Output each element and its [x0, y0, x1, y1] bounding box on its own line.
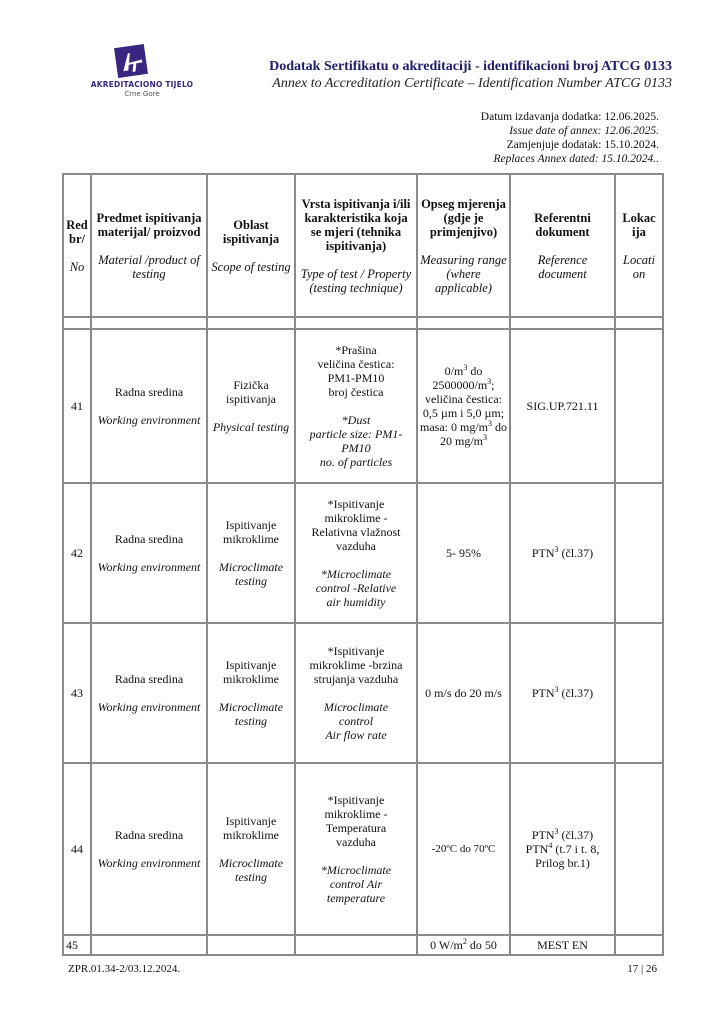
- row-test: *Ispitivanje mikroklime -brzina strujanja vazduha Microclimate control Air flow rate: [295, 623, 417, 763]
- issue-date-local: Datum izdavanja dodatka: 12.06.2025.: [480, 111, 659, 123]
- row-material: Radna sredina Working environment: [91, 329, 207, 483]
- row-range: 5- 95%: [417, 483, 510, 623]
- row-reference: MEST EN: [510, 935, 615, 955]
- row-test: *Ispitivanje mikroklime - Temperatura vazduha *Microclimate control Air temperature: [295, 763, 417, 935]
- header-scope: Oblast ispitivanja Scope of testing: [207, 174, 295, 317]
- row-no: 45: [63, 935, 91, 955]
- issue-date-en: Issue date of annex: 12.06.2025.: [509, 125, 659, 137]
- row-test: *Prašina veličina čestica: PM1-PM10 broj čestica *Dust particle size: PM1- PM10 no. of particles: [295, 329, 417, 483]
- document-title: [269, 58, 672, 92]
- row-no: 41: [63, 329, 91, 483]
- row-range: 0 $W/m^2$ do 50: [417, 935, 510, 955]
- row-test: *Ispitivanje mikroklime - Relativna vlažnost vazduha *Microclimate control -Relative air humidity: [295, 483, 417, 623]
- table-row: [63, 763, 663, 935]
- header-row: [63, 174, 663, 317]
- row-location: [615, 763, 663, 935]
- footer-page-number: 17 | 26: [627, 963, 657, 975]
- row-scope: Ispitivanje mikroklime Microclimate testing: [207, 623, 295, 763]
- table-row: [63, 623, 663, 763]
- row-material: Radna sredina Working environment: [91, 623, 207, 763]
- logo-subtitle: Crne Gore: [124, 90, 160, 98]
- row-reference: PTN$^3$ (čl.37): [510, 483, 615, 623]
- row-location: [615, 623, 663, 763]
- title-sub: Annex to Accreditation Certificate – Identification Number ATCG 0133: [272, 76, 672, 91]
- table-row: [63, 935, 663, 955]
- replaces-date-en: Replaces Annex dated: 15.10.2024..: [493, 153, 659, 165]
- spacer-row: [63, 317, 663, 329]
- row-reference: SIG.UP.721.11: [510, 329, 615, 483]
- footer-doc-code: ZPR.01.34-2/03.12.2024.: [68, 963, 181, 975]
- row-reference: PTN$^3$ (čl.37): [510, 623, 615, 763]
- row-location: [615, 329, 663, 483]
- header-test-type: Vrsta ispitivanja i/ili karakteristika koja se mjeri (tehnika ispitivanja) Type of test / Property (testing technique): [295, 174, 417, 317]
- row-material: Radna sredina Working environment: [91, 763, 207, 935]
- row-location: [615, 483, 663, 623]
- row-scope: Ispitivanje mikroklime Microclimate testing: [207, 483, 295, 623]
- logo-mark-icon: [114, 44, 148, 78]
- logo: [72, 44, 212, 96]
- row-material: Radna sredina Working environment: [91, 483, 207, 623]
- title-main: Dodatak Sertifikatu o akreditaciji - identifikacioni broj ATCG 0133: [269, 59, 672, 74]
- logo-name: AKREDITACIONO TIJELO: [90, 80, 194, 89]
- header-no: Red br/ No: [63, 174, 91, 317]
- replaces-date-local: Zamjenjuje dodatak: 15.10.2024.: [506, 139, 659, 151]
- header-material: Predmet ispitivanja materijal/ proizvod Material /product of testing: [91, 174, 207, 317]
- header-reference: Referentni dokument Reference document: [510, 174, 615, 317]
- row-range: -20ºC do 70ºC: [417, 763, 510, 935]
- row-no: 43: [63, 623, 91, 763]
- accreditation-table: [62, 173, 664, 956]
- row-range: 0 m/s do 20 m/s: [417, 623, 510, 763]
- row-scope: Ispitivanje mikroklime Microclimate testing: [207, 763, 295, 935]
- header-range: Opseg mjerenja (gdje je primjenjivo) Measuring range (where applicable): [417, 174, 510, 317]
- header-location: Lokac ija Locati on: [615, 174, 663, 317]
- row-reference: PTN$^3$ (čl.37) PTN$^4$ (t.7 i t. 8, Prilog br.1): [510, 763, 615, 935]
- row-scope: Fizička ispitivanja Physical testing: [207, 329, 295, 483]
- table-row: [63, 329, 663, 483]
- row-range: $0/m^3$ do $2500000/m^3$; veličina čestica: 0,5 µm i 5,0 µm; masa: 0 $mg/m^3$ do 20 $mg/m^3$: [417, 329, 510, 483]
- issue-dates: [481, 110, 659, 166]
- row-no: 44: [63, 763, 91, 935]
- table-row: [63, 483, 663, 623]
- row-no: 42: [63, 483, 91, 623]
